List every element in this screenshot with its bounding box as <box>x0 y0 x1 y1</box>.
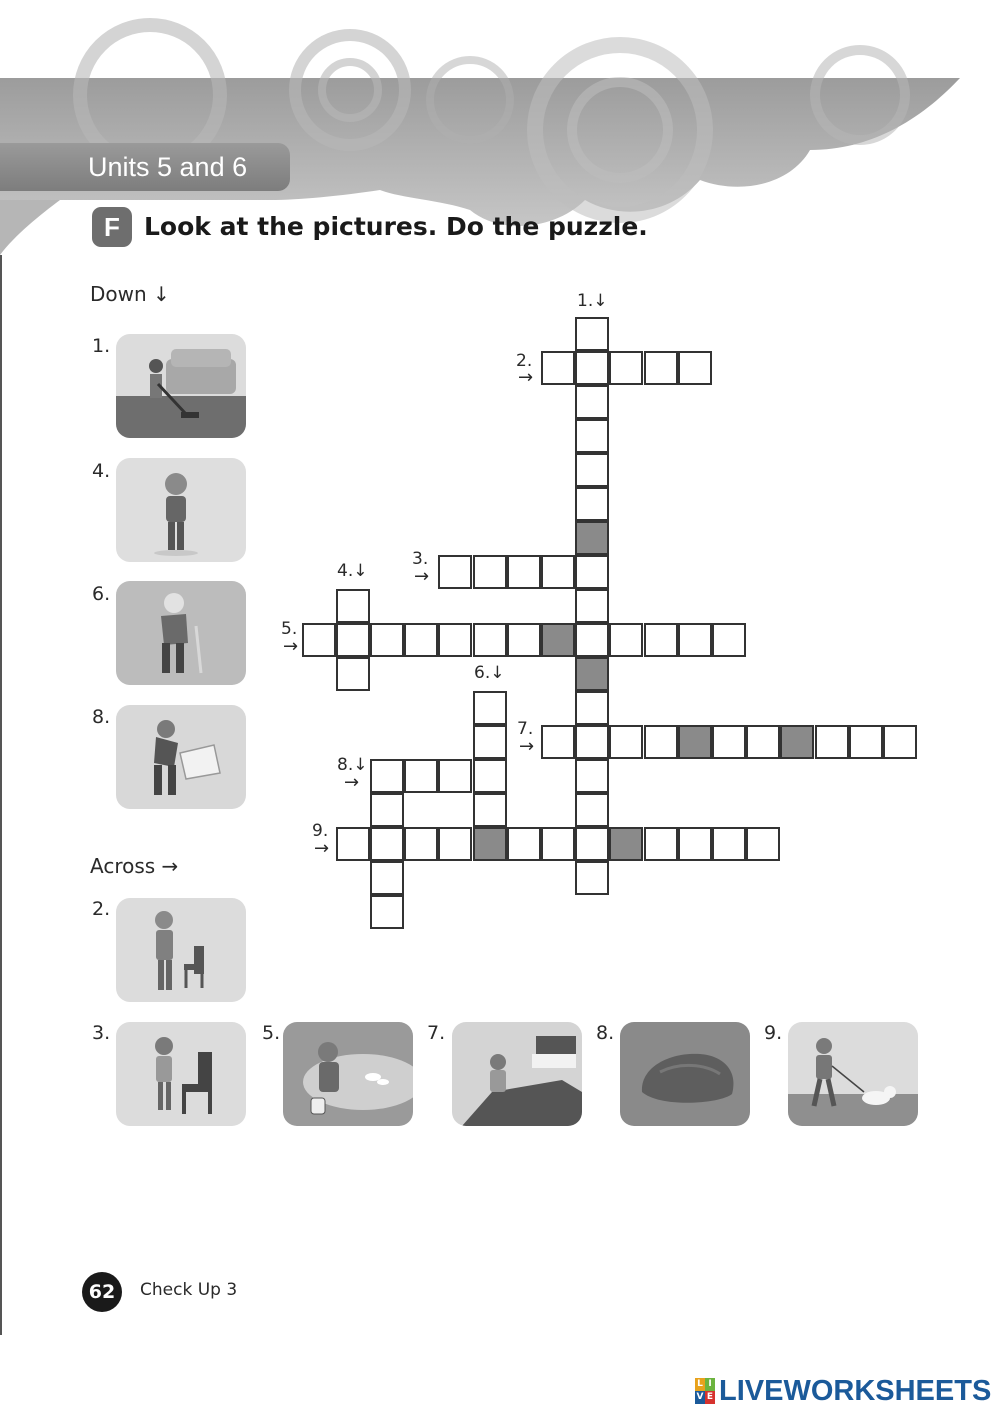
crossword-cell[interactable] <box>302 623 336 657</box>
crossword-cell[interactable] <box>815 725 849 759</box>
arrow-icon: → <box>414 566 430 587</box>
crossword-cell[interactable] <box>336 589 370 623</box>
clue-label-2-across: 2. <box>516 351 533 371</box>
across-item-number: 5. <box>262 1022 281 1044</box>
crossword-blank-cell <box>541 623 575 657</box>
crossword-cell[interactable] <box>644 827 678 861</box>
old-man-with-cane-picture <box>116 581 246 685</box>
arrow-icon: → <box>344 772 360 793</box>
boy-at-pond-picture <box>283 1022 413 1126</box>
clue-label-9-across: 9. <box>312 821 329 841</box>
down-item-number: 6. <box>92 583 111 605</box>
liveworksheets-logo <box>695 1376 991 1406</box>
crossword-cell[interactable] <box>575 759 609 793</box>
crossword-cell[interactable] <box>473 555 507 589</box>
crossword-cell[interactable] <box>404 623 438 657</box>
crossword-cell[interactable] <box>575 351 609 385</box>
crossword-blank-cell <box>609 827 643 861</box>
crossword-cell[interactable] <box>541 555 575 589</box>
crossword-cell[interactable] <box>438 623 472 657</box>
crossword-cell[interactable] <box>609 725 643 759</box>
across-item-number: 7. <box>427 1022 446 1044</box>
crossword-cell[interactable] <box>575 453 609 487</box>
clue-label-1-down: 1.↓ <box>577 291 608 311</box>
crossword-cell[interactable] <box>644 351 678 385</box>
arrow-icon: → <box>519 736 535 757</box>
girl-making-bed-picture <box>452 1022 582 1126</box>
liveworksheets-icon: L I V E <box>696 1379 714 1402</box>
crossword-cell[interactable] <box>883 725 917 759</box>
crossword-cell[interactable] <box>507 623 541 657</box>
footer-text: Check Up 3 <box>140 1280 238 1300</box>
clue-label-8-down: 8.↓ <box>337 755 368 775</box>
crossword-cell[interactable] <box>575 623 609 657</box>
crossword-cell[interactable] <box>678 827 712 861</box>
crossword-cell[interactable] <box>644 623 678 657</box>
clue-label-5-across: 5. <box>281 619 298 639</box>
crossword-cell[interactable] <box>575 555 609 589</box>
crossword-blank-cell <box>575 521 609 555</box>
across-item-number: 9. <box>764 1022 783 1044</box>
page-margin-line <box>0 255 2 1335</box>
arrow-icon: → <box>283 636 299 657</box>
crossword-cell[interactable] <box>473 623 507 657</box>
page-number: 62 <box>82 1272 122 1312</box>
crossword-cell[interactable] <box>336 623 370 657</box>
down-item-number: 4. <box>92 460 111 482</box>
crossword-cell[interactable] <box>507 555 541 589</box>
crossword-cell[interactable] <box>438 555 472 589</box>
crossword-blank-cell <box>473 827 507 861</box>
down-item-number: 1. <box>92 335 111 357</box>
crossword-cell[interactable] <box>712 827 746 861</box>
clue-label-3-across: 3. <box>412 549 429 569</box>
vacuum-cleaning-picture <box>116 334 246 438</box>
crossword-cell[interactable] <box>370 793 404 827</box>
crossword-cell[interactable] <box>575 793 609 827</box>
crossword-cell[interactable] <box>370 623 404 657</box>
crossword-cell[interactable] <box>541 351 575 385</box>
crossword-cell[interactable] <box>438 759 472 793</box>
crossword-cell[interactable] <box>712 623 746 657</box>
crossword-cell[interactable] <box>404 759 438 793</box>
crossword-cell[interactable] <box>678 351 712 385</box>
crossword-cell[interactable] <box>575 861 609 895</box>
crossword-cell[interactable] <box>746 725 780 759</box>
crossword-cell[interactable] <box>541 725 575 759</box>
crossword-cell[interactable] <box>609 351 643 385</box>
crossword-cell[interactable] <box>575 589 609 623</box>
crossword-cell[interactable] <box>746 827 780 861</box>
unit-label: Units 5 and 6 <box>0 143 290 191</box>
across-item-number: 3. <box>92 1022 111 1044</box>
crossword-cell[interactable] <box>404 827 438 861</box>
crossword-blank-cell <box>780 725 814 759</box>
girl-standing-by-chair-picture <box>116 1022 246 1126</box>
exercise-instruction: Look at the pictures. Do the puzzle. <box>144 212 648 241</box>
crossword-cell[interactable] <box>336 827 370 861</box>
crossword-cell[interactable] <box>336 657 370 691</box>
crossword-cell[interactable] <box>438 827 472 861</box>
exercise-badge: F <box>92 207 132 247</box>
arrow-icon: → <box>314 838 330 859</box>
across-item-number: 2. <box>92 898 111 920</box>
clue-label-7-across: 7. <box>517 719 534 739</box>
crossword-cell[interactable] <box>473 725 507 759</box>
across-heading: Across → <box>90 854 179 878</box>
brand-name: LIVEWORKSHEETS <box>719 1374 992 1407</box>
down-heading: Down ↓ <box>90 282 170 306</box>
man-standing-by-chair-picture <box>116 898 246 1002</box>
crossword-cell[interactable] <box>575 725 609 759</box>
crossword-cell[interactable] <box>644 725 678 759</box>
crossword-cell[interactable] <box>575 419 609 453</box>
crossword-cell[interactable] <box>370 861 404 895</box>
crossword-cell[interactable] <box>849 725 883 759</box>
crossword-cell[interactable] <box>575 385 609 419</box>
girl-walking-dog-picture <box>788 1022 918 1126</box>
crossword-cell[interactable] <box>575 317 609 351</box>
crossword-cell[interactable] <box>370 759 404 793</box>
crossword-cell[interactable] <box>473 759 507 793</box>
crossword-cell[interactable] <box>473 793 507 827</box>
man-lifting-box-picture <box>116 705 246 809</box>
crossword-cell[interactable] <box>609 623 643 657</box>
clue-label-4-down: 4.↓ <box>337 561 368 581</box>
standing-boy-picture <box>116 458 246 562</box>
rock-picture <box>620 1022 750 1126</box>
crossword-cell[interactable] <box>575 487 609 521</box>
crossword-cell[interactable] <box>370 895 404 929</box>
crossword-cell[interactable] <box>541 827 575 861</box>
arrow-icon: → <box>518 367 534 388</box>
crossword-cell[interactable] <box>370 827 404 861</box>
crossword-cell[interactable] <box>473 691 507 725</box>
crossword-cell[interactable] <box>678 623 712 657</box>
crossword-cell[interactable] <box>575 691 609 725</box>
crossword-cell[interactable] <box>712 725 746 759</box>
down-item-number: 8. <box>92 706 111 728</box>
clue-label-6-down: 6.↓ <box>474 663 505 683</box>
crossword-blank-cell <box>678 725 712 759</box>
crossword-cell[interactable] <box>575 827 609 861</box>
crossword-cell[interactable] <box>507 827 541 861</box>
across-item-number: 8. <box>596 1022 615 1044</box>
crossword-blank-cell <box>575 657 609 691</box>
